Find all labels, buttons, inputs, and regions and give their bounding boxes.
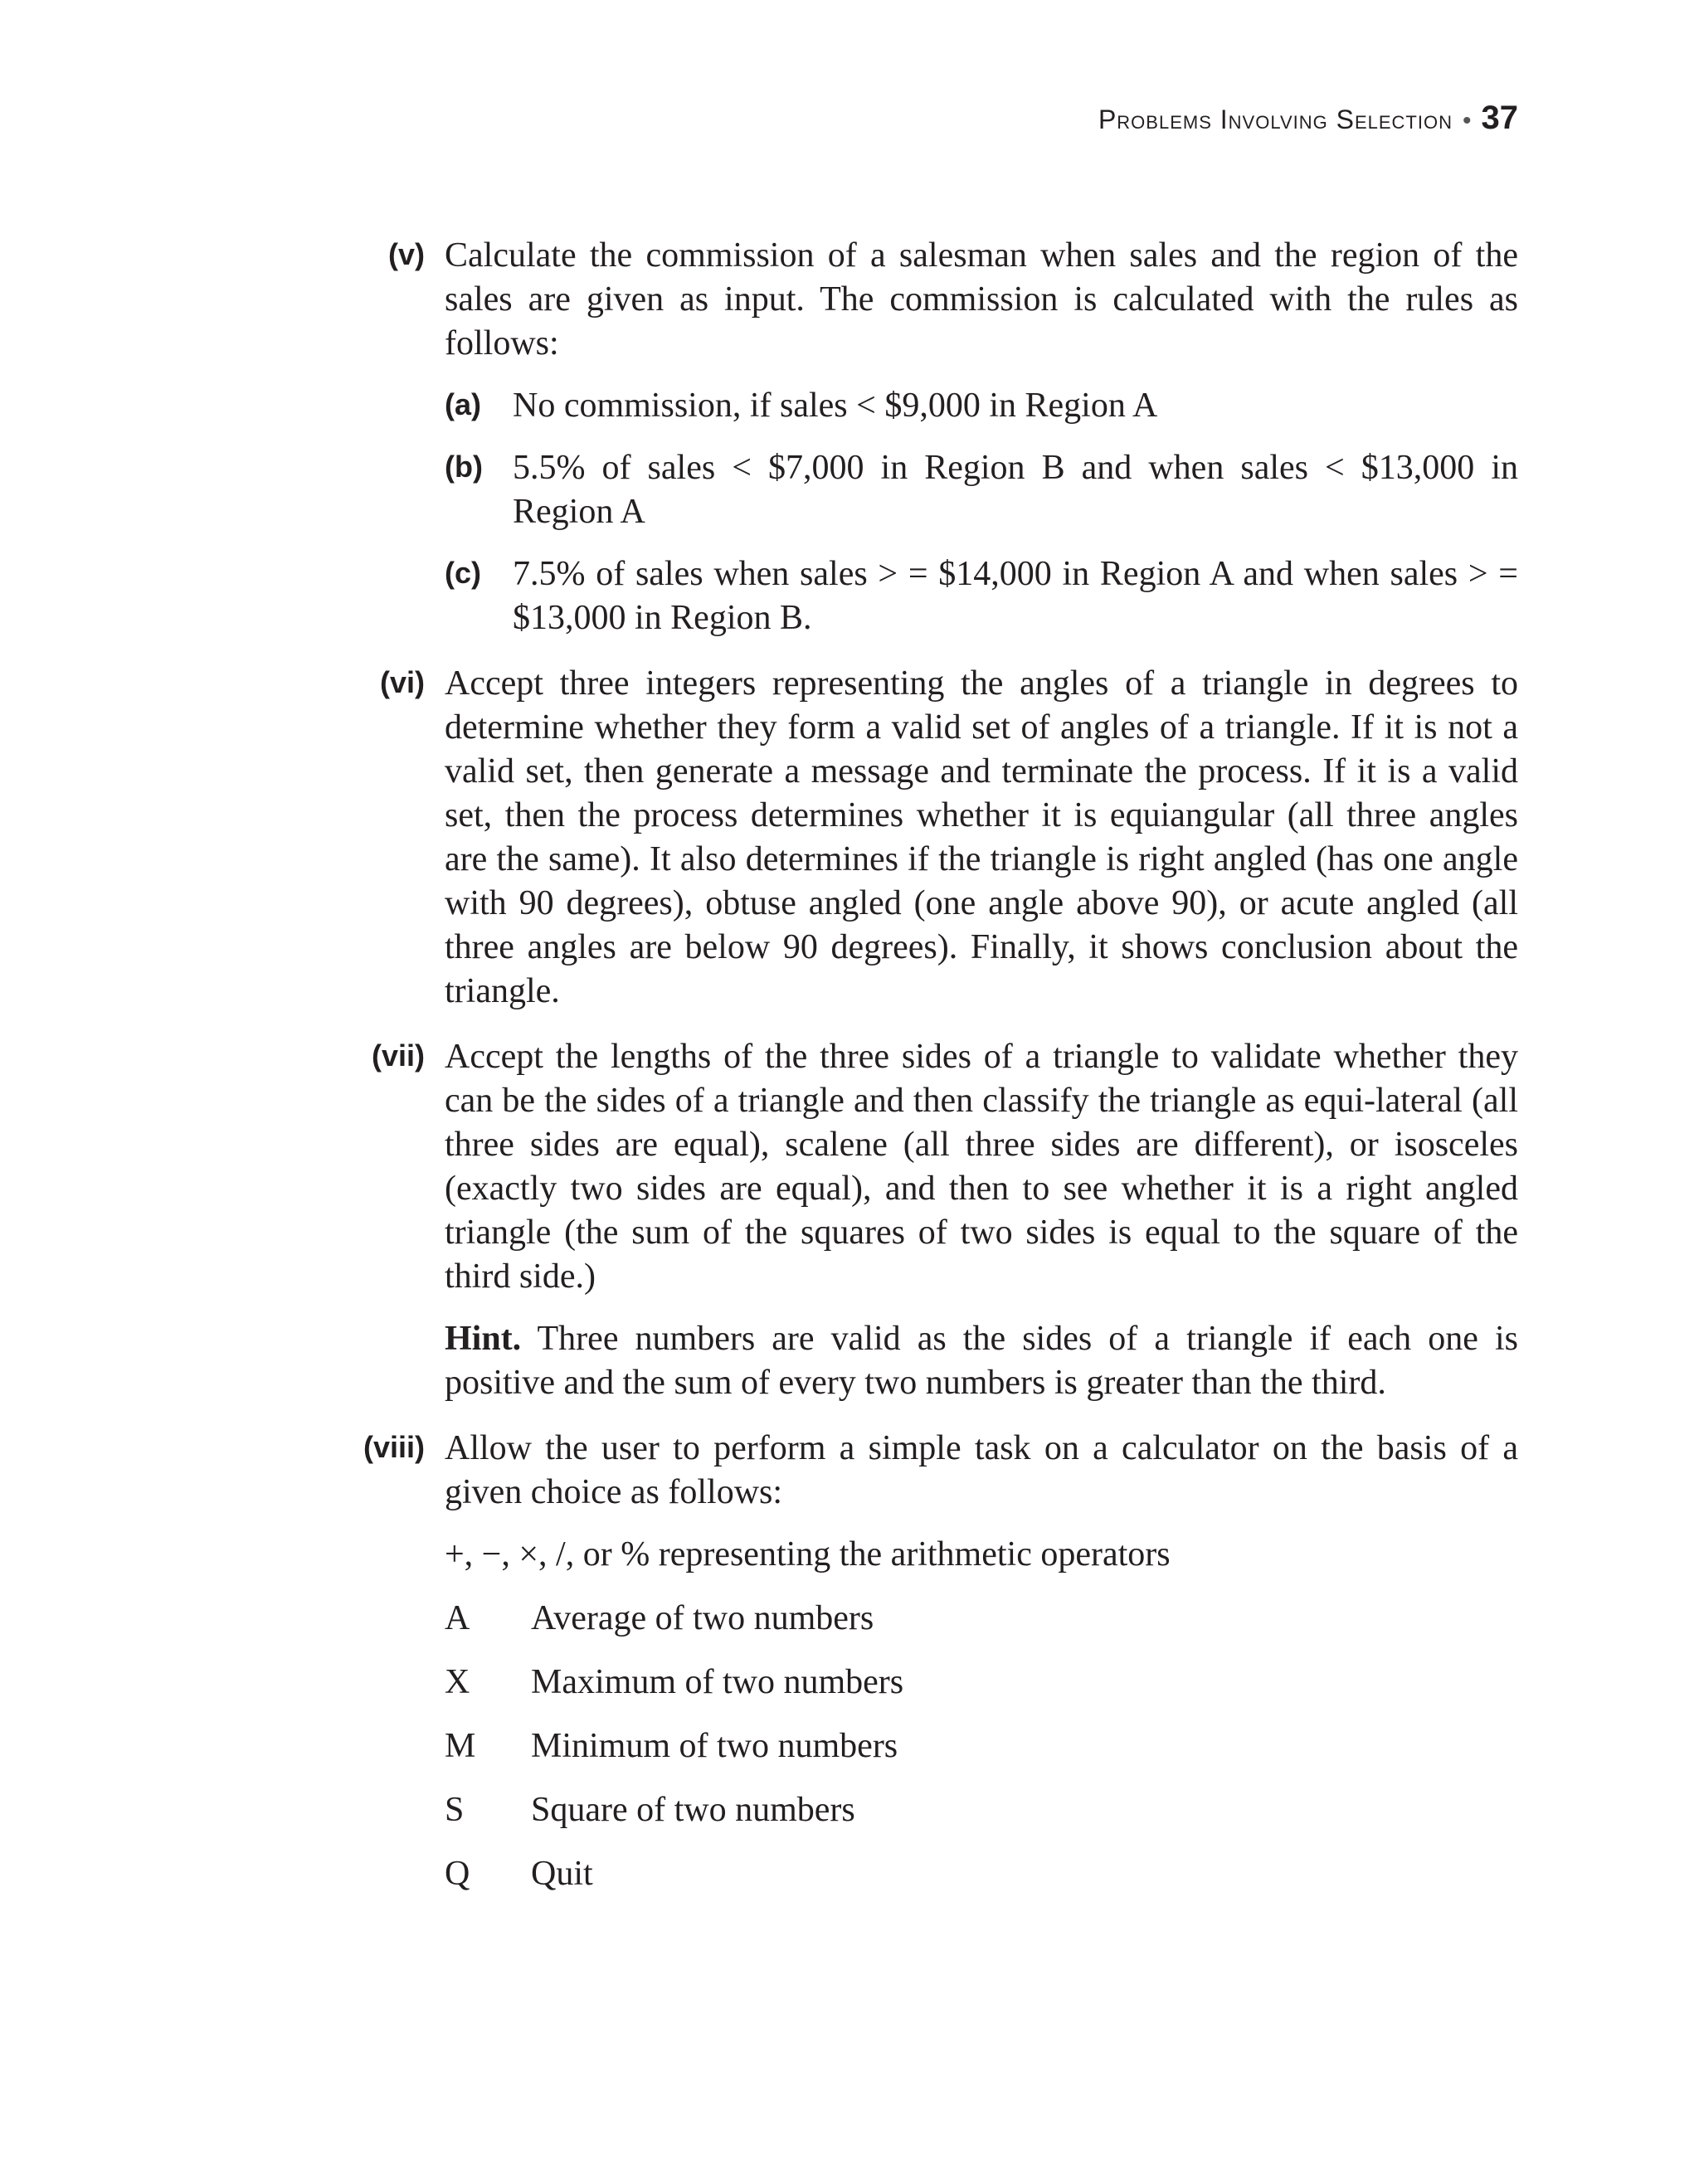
subitem-b — [445, 446, 1518, 534]
choice-desc: Average of two numbers — [531, 1599, 874, 1637]
subitem-text: 7.5% of sales when sales > = $14,000 in Region A and when sales > = $13,000 in Region B. — [513, 555, 1518, 637]
item-text: Accept three integers representing the angles of a triangle in degrees to determine whether they form a valid set of angles of a triangle. If it is not a valid set, then generate a message and terminate the process. If it is a valid set, then the process determines whether it is equiangular (all three angles are the same). It also determines if the triangle is right angled (has one angle with 90 degrees), obtuse angled (one angle above 90), or acute angled (all three angles are below 90 degrees). Finally, it shows conclusion about the triangle. — [445, 664, 1518, 1010]
exercise-item-viii — [0, 1427, 1699, 1896]
choice-key: M — [445, 1727, 476, 1765]
choice-key: X — [445, 1663, 470, 1701]
choice-desc: Minimum of two numbers — [531, 1727, 898, 1765]
operators-line: +, −, ×, /, or % representing the arithmetic operators — [445, 1535, 1171, 1574]
choice-row — [445, 1852, 1699, 1896]
page-body — [0, 234, 1699, 1918]
page-number: 37 — [1481, 100, 1518, 136]
subitem-a — [445, 384, 1518, 428]
item-label: (vii) — [371, 1038, 425, 1073]
choice-desc: Maximum of two numbers — [531, 1663, 904, 1701]
choice-desc: Quit — [531, 1855, 593, 1893]
item-text: Calculate the commission of a salesman when sales and the region of the sales are given as input. The commission is calculated with the rules as follows: — [445, 236, 1518, 362]
running-title: Problems Involving Selection — [1098, 105, 1453, 134]
subitem-text: 5.5% of sales < $7,000 in Region B and when sales < $13,000 in Region A — [513, 449, 1518, 531]
choice-row — [445, 1661, 1699, 1705]
item-label: (v) — [388, 237, 425, 271]
item-label: (vi) — [380, 665, 425, 699]
choice-row — [445, 1597, 1699, 1641]
page-header — [0, 100, 1518, 137]
choice-key: Q — [445, 1855, 470, 1893]
item-text: Accept the lengths of the three sides of a triangle to validate whether they can be the sides of a triangle and then classify the triangle as equi-lateral (all three sides are equal), scalene (all three sides are different), or isosceles (exactly two sides are equal), and then to see whether it is a right angled triangle (the sum of the squares of two sides is equal to the square of the third side.) — [445, 1038, 1518, 1296]
subitem-label: (c) — [445, 556, 481, 590]
exercise-item-vii — [0, 1035, 1699, 1405]
hint-label: Hint. — [445, 1320, 522, 1358]
choice-desc: Square of two numbers — [531, 1791, 855, 1829]
subitem-label: (a) — [445, 387, 481, 421]
subitem-label: (b) — [445, 450, 483, 484]
exercise-item-v — [0, 234, 1699, 640]
hint-text: Three numbers are valid as the sides of a triangle if each one is positive and the sum of every two numbers is greater than the third. — [445, 1320, 1518, 1402]
choice-row — [445, 1788, 1699, 1832]
hint-paragraph — [445, 1317, 1518, 1405]
exercise-item-vi — [0, 662, 1699, 1014]
header-bullet: • — [1462, 107, 1472, 134]
item-text: Allow the user to perform a simple task on a calculator on the basis of a given choice as follows: — [445, 1429, 1518, 1511]
choice-key: S — [445, 1791, 465, 1829]
choice-key: A — [445, 1599, 470, 1637]
subitem-text: No commission, if sales < $9,000 in Region A — [513, 387, 1158, 425]
subitem-c — [445, 552, 1518, 640]
item-label: (viii) — [363, 1430, 425, 1464]
choice-row — [445, 1724, 1699, 1768]
